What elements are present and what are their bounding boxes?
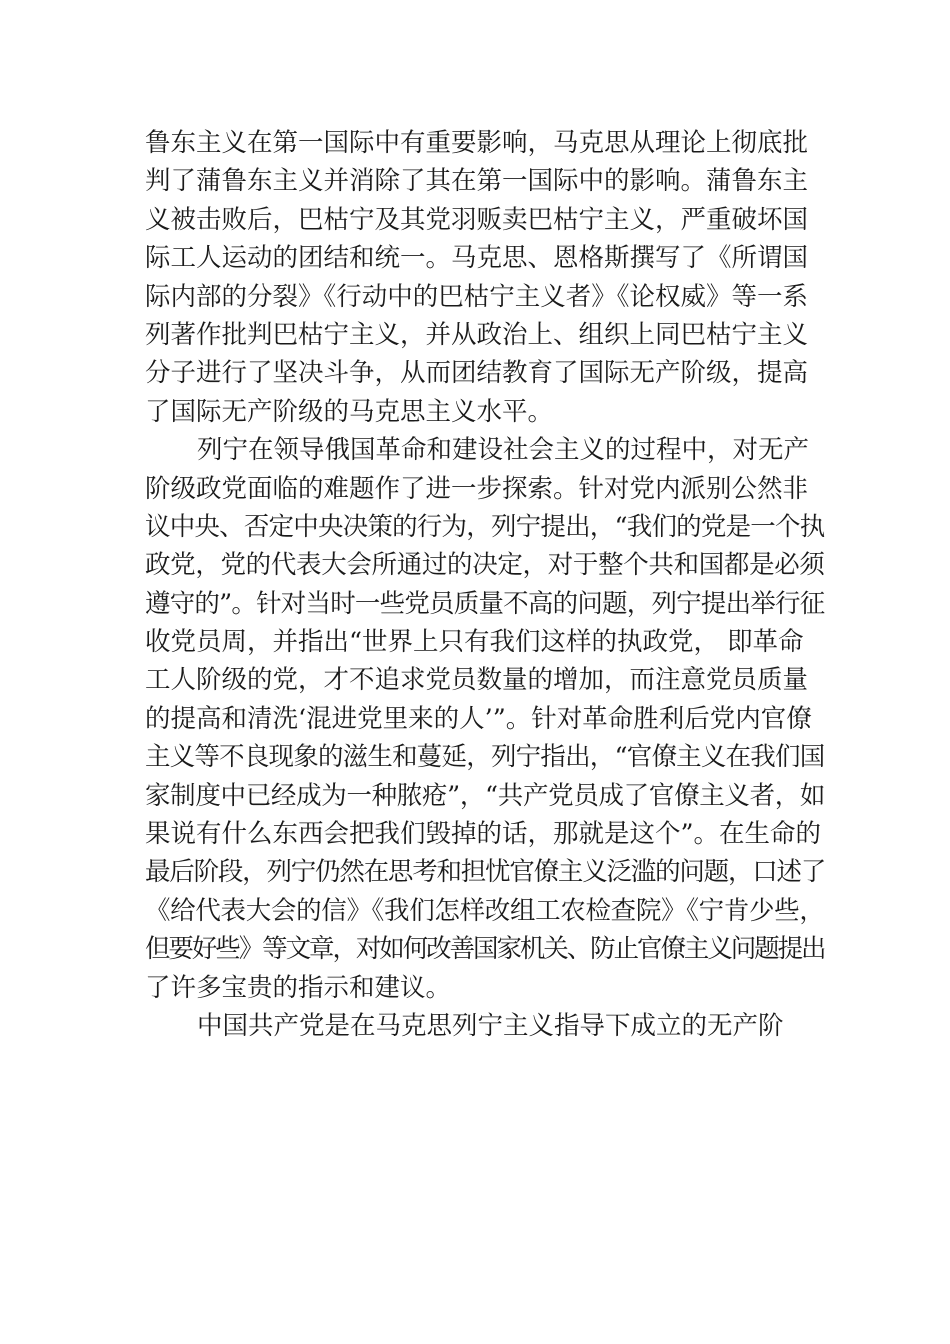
text-line: 列著作批判巴枯宁主义，并从政治上、组织上同巴枯宁主义: [145, 319, 809, 350]
text-line: 工人阶级的党，才不追求党员数量的增加，而注意党员质量: [145, 665, 809, 696]
text-line: 最后阶段，列宁仍然在思考和担忧官僚主义泛滥的问题，口述了: [145, 857, 826, 888]
text-line: 阶级政党面临的难题作了进一步探索。针对党内派别公然非: [145, 473, 809, 504]
text-line: 果说有什么东西会把我们毁掉的话，那就是这个”。在生命的: [145, 819, 822, 850]
text-line: 主义等不良现象的滋生和蔓延，列宁指出，“官僚主义在我们国: [145, 742, 825, 773]
paragraph-start-line: 列宁在领导俄国革命和建设社会主义的过程中，对无产: [197, 435, 810, 466]
text-line: 分子进行了坚决斗争，从而团结教育了国际无产阶级，提高: [145, 358, 809, 389]
text-line: 鲁东主义在第一国际中有重要影响，马克思从理论上彻底批: [145, 128, 809, 158]
text-line: 际内部的分裂》《行动中的巴枯宁主义者》《论权威》等一系: [145, 281, 809, 312]
text-line: 遵守的”。针对当时一些党员质量不高的问题，列宁提出举行征: [145, 588, 825, 619]
text-line: 家制度中已经成为一种脓疮”，“共产党员成了官僚主义者，如: [145, 780, 826, 811]
text-line: 政党，党的代表大会所通过的决定，对于整个共和国都是必须: [145, 550, 825, 581]
body-text: [145, 124, 825, 1045]
text-line: 收党员周，并指出“世界上只有我们这样的执政党， 即革命: [145, 627, 804, 658]
text-line: 际工人运动的团结和统一。马克思、恩格斯撰写了《所谓国: [145, 243, 809, 274]
text-line: 《给代表大会的信》《我们怎样改组工农检查院》《宁肯少些，: [145, 895, 825, 926]
text-line: 判了蒲鲁东主义并消除了其在第一国际中的影响。蒲鲁东主: [145, 166, 809, 197]
text-line: 议中央、否定中央决策的行为，列宁提出，“我们的党是一个执: [145, 511, 825, 542]
text-line: 义被击败后，巴枯宁及其党羽贩卖巴枯宁主义，严重破坏国: [145, 204, 809, 235]
text-line: 了国际无产阶级的马克思主义水平。: [145, 396, 554, 427]
text-line: 但要好些》等文章，对如何改善国家机关、防止官僚主义问题提出: [145, 934, 825, 965]
text-line: 的提高和清洗‘混进党里来的人’”。针对革命胜利后党内官僚: [145, 703, 812, 734]
paragraph-start-line: 中国共产党是在马克思列宁主义指导下成立的无产阶: [197, 1010, 784, 1041]
text-line: 了许多宝贵的指示和建议。: [145, 972, 452, 1003]
